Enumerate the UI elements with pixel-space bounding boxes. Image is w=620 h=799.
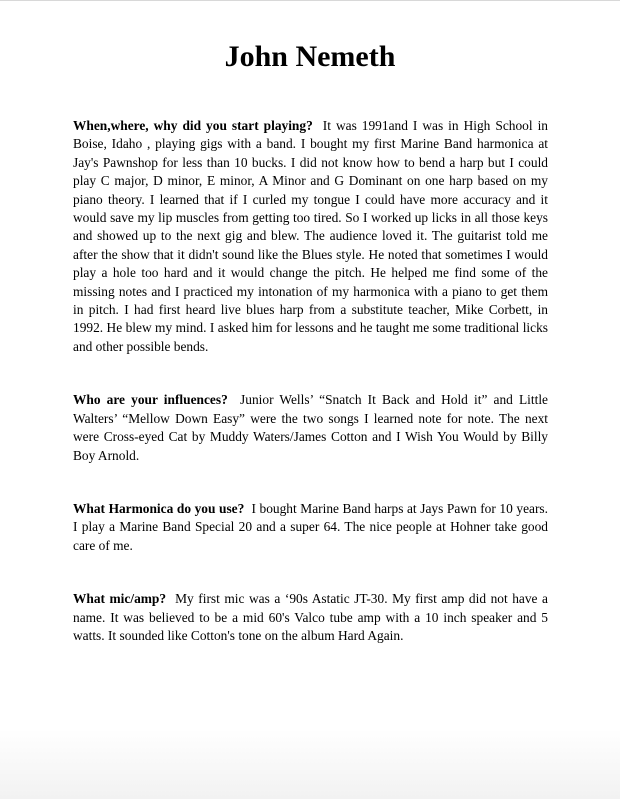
qa-section-harmonica	[73, 500, 548, 555]
answer-text: I bought Marine Band harps at Jays Pawn for 10 years. I play a Marine Band Special 20 and a super 64. The nice people at Hohner take good care of me.	[73, 500, 548, 553]
qa-section-mic-amp	[73, 590, 548, 645]
answer-text: Junior Wells’ “Snatch It Back and Hold it” and Little Walters’ “Mellow Down Easy” were the two songs I learned note for note. The next were Cross-eyed Cat by Muddy Waters/James Cotton and I Wish You Would by Billy Boy Arnold.	[73, 392, 548, 463]
page-bottom-shade	[0, 729, 620, 799]
answer-text: It was 1991and I was in High School in Boise, Idaho , playing gigs with a band. I bought my first Marine Band harmonica at Jay's Pawnshop for less than 10 bucks. I did not know how to bend a harp but I could play C major, D minor, E minor, A Minor and G Dominant on one harp based on my piano theory. I learned that if I curled my tongue I could have more accuracy and it would save my lip muscles from getting too tired. So I worked up licks in all those keys and showed up to the next gig and blew. The audience loved it. The guitarist told me after the show that it didn't sound like the Blues style. He noted that sometimes I would play a hole too hard and it would change the pitch. He helped me find some of the missing notes and I practiced my intonation of my harmonica with a piano to get them in pitch. I had first heard live blues harp from a substitute teacher, Mike Corbett, in 1992. He blew my mind. I asked him for lessons and he taught me some traditional licks and other possible bends.	[73, 118, 548, 354]
document-body	[73, 117, 548, 645]
question-text: When,where, why did you start playing?	[73, 118, 313, 133]
question-text: What Harmonica do you use?	[73, 500, 245, 516]
question-text: What mic/amp?	[73, 591, 167, 607]
answer-text: My first mic was a ‘90s Astatic JT-30. My first amp did not have a name. It was believed to be a mid 60's Valco tube amp with a 10 inch speaker and 5 watts. It sounded like Cotton's tone on the album Hard Again.	[73, 591, 548, 643]
document-title: John Nemeth	[224, 40, 396, 73]
question-text: Who are your influences?	[73, 392, 228, 408]
qa-section-start-playing	[73, 117, 548, 356]
qa-section-influences	[73, 391, 548, 465]
